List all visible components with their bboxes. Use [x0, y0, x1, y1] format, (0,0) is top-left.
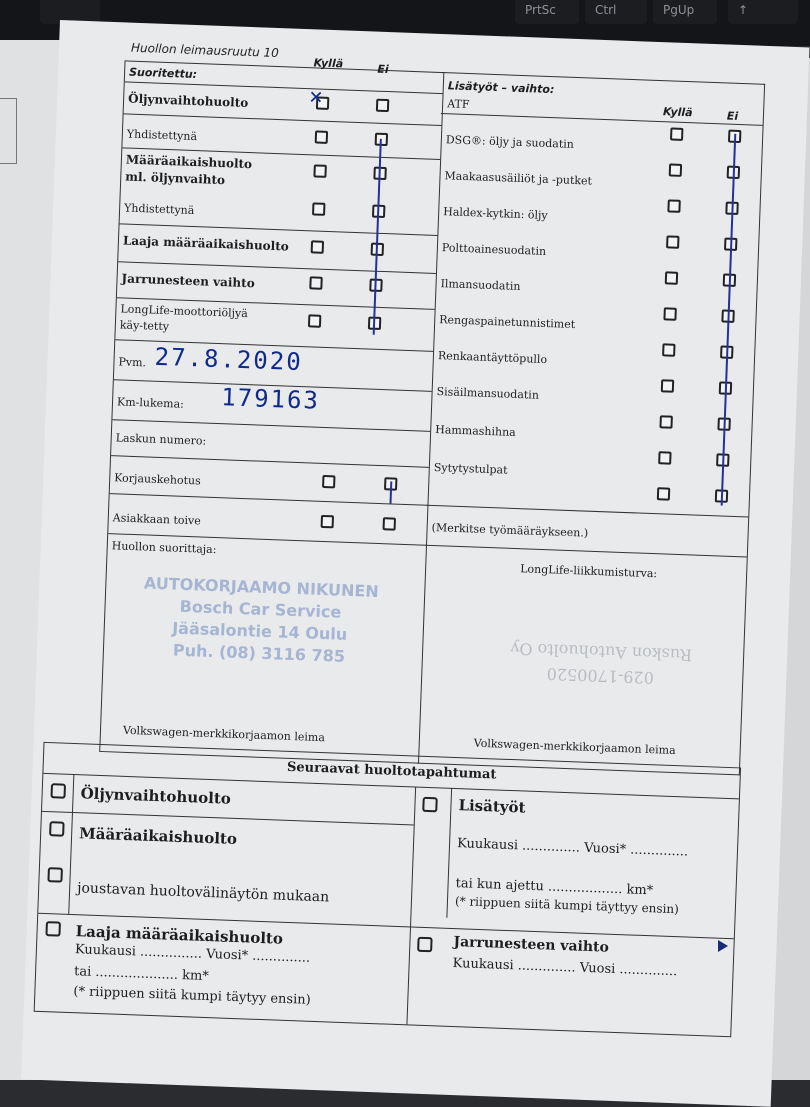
checkbox[interactable] [312, 202, 325, 215]
extra-item: ATF [446, 97, 470, 112]
no-label: Ei [377, 62, 389, 77]
checkbox[interactable] [422, 797, 438, 813]
item-brake-fluid: Jarrunesteen vaihto [121, 271, 255, 291]
item-combined: Yhdistettynä [126, 127, 198, 144]
extra-item: Sisäilmansuodatin [436, 385, 540, 402]
extra-item: Polttoainesuodatin [441, 241, 547, 258]
next-flexible: joustavan huoltovälinäytön mukaan [76, 880, 330, 906]
next-title: Seuraavat huoltotapahtumat [286, 759, 497, 783]
extra-item: Ilmansuodatin [440, 277, 521, 294]
checkbox[interactable] [311, 240, 324, 253]
km-label: Km-lukema: [116, 395, 185, 411]
keyboard-key: PrtSc [515, 0, 579, 24]
wish-label: Asiakkaan toive [112, 511, 201, 528]
wide-line: (* riippuen siitä kumpi täytyy ensin) [73, 984, 311, 1008]
checkbox[interactable] [417, 937, 433, 953]
next-wide: Laaja määräaikaishuolto [75, 922, 284, 948]
checkbox[interactable] [49, 821, 65, 837]
item-periodic: Määräaikaishuolto ml. öljynvaihto [125, 152, 253, 188]
keyboard-key: Ctrl [585, 0, 647, 24]
extra-line: Kuukausi .............. Vuosi* .............. [456, 836, 689, 860]
next-page-arrow-icon [718, 940, 728, 952]
oil-no-checkbox[interactable] [376, 99, 389, 112]
checkbox[interactable] [658, 451, 671, 464]
next-extra: Lisätyöt [458, 796, 526, 817]
checkbox[interactable] [665, 271, 678, 284]
repair-label: Korjauskehotus [114, 471, 201, 488]
brake-line: Kuukausi .............. Vuosi .............. [452, 956, 678, 980]
checkbox[interactable] [50, 783, 66, 799]
ghost-line: 029-1700520 [546, 664, 655, 688]
workshop-stamp [114, 571, 407, 670]
keyboard-key: ↑ [728, 0, 798, 24]
note-text: (Merkitse työmääräykseen.) [431, 520, 589, 540]
check-mark: ✕ [308, 84, 326, 110]
checkbox[interactable] [383, 517, 396, 530]
yes-label: Kyllä [662, 105, 693, 120]
item-oil-change: Öljynvaihtohuolto [127, 91, 249, 110]
invoice-label: Laskun numero: [115, 431, 207, 448]
handwritten-strike-line [390, 481, 393, 503]
checkbox[interactable] [657, 487, 670, 500]
date-label: Pvm. [118, 355, 147, 370]
no-label: Ei [726, 109, 739, 123]
checkbox[interactable] [321, 515, 334, 528]
mirrored-stamp [480, 635, 722, 692]
performed-header: Suoritettu: [128, 65, 198, 82]
extra-line: tai kun ajettu .................. km* [455, 876, 654, 899]
service-stamp-page [21, 20, 809, 1107]
checkbox[interactable] [662, 343, 675, 356]
date-value: 27.8.2020 [154, 342, 304, 377]
stamp-caption: Volkswagen-merkkikorjaamon leima [122, 723, 326, 745]
extra-work-table [417, 72, 765, 775]
checkbox[interactable] [315, 130, 328, 143]
wide-line: Kuukausi ............... Vuosi* .............. [74, 942, 311, 966]
checkbox[interactable] [670, 127, 683, 140]
checkbox[interactable] [666, 235, 679, 248]
checkbox[interactable] [659, 415, 672, 428]
checkbox[interactable] [309, 276, 322, 289]
keyboard-key: PgUp [653, 0, 717, 24]
next-periodic: Määräaikaishuolto [78, 824, 238, 849]
stamp-line: Jääsalontie 14 Oulu [171, 618, 348, 644]
stamp-line: Bosch Car Service [179, 596, 342, 622]
extra-item: Renkaantäyttöpullo [437, 349, 548, 367]
checkbox[interactable] [313, 164, 326, 177]
extra-header: Lisätyöt – vaihto: [447, 79, 555, 97]
extra-item: Sytytystulpat [433, 461, 508, 477]
extra-item: Rengaspainetunnistimet [439, 313, 576, 332]
item-longlife-oil: LongLife-moottoriöljyä käy-tetty [119, 302, 249, 334]
extra-item: DSG®: öljy ja suodatin [445, 133, 575, 151]
stamp-caption: Volkswagen-merkkikorjaamon leima [473, 736, 676, 758]
performed-table [99, 56, 444, 763]
extra-item: Maakaasusäiliöt ja -putket [444, 169, 593, 188]
extra-item: Hammashihna [435, 423, 516, 439]
performer-label: Huollon suorittaja: [111, 539, 217, 557]
page-title: Huollon leimausruutu 10 [130, 40, 280, 61]
next-services-table [34, 742, 741, 1037]
next-brake: Jarrunesteen vaihto [453, 934, 610, 956]
checkbox[interactable] [663, 307, 676, 320]
item-combined-2: Yhdistettynä [123, 201, 195, 218]
extra-line: (* riippuen siitä kumpi täyttyy ensin) [454, 894, 680, 917]
extra-item: Haldex-kytkin: öljy [442, 205, 548, 222]
km-value: 179163 [220, 383, 321, 415]
checkbox[interactable] [667, 199, 680, 212]
checkbox[interactable] [661, 379, 674, 392]
checkbox[interactable] [669, 163, 682, 176]
item-wide-periodic: Laaja määräaikaishuolto [122, 233, 290, 254]
checkbox[interactable] [308, 314, 321, 327]
checkbox[interactable] [322, 475, 335, 488]
ghost-line: Ruskon Autohuolto Oy [509, 638, 693, 665]
stamp-line: AUTOKORJAAMO NIKUNEN [143, 573, 380, 602]
wide-line: tai .................... km* [73, 964, 210, 985]
mobility-label: LongLife-liikkumisturva: [519, 562, 658, 581]
stamp-line: Puh. (08) 3116 785 [172, 640, 346, 666]
checkbox[interactable] [45, 921, 61, 937]
yes-label: Kyllä [313, 56, 344, 71]
checkbox[interactable] [47, 867, 63, 883]
next-oil: Öljynvaihtohuolto [80, 784, 232, 808]
